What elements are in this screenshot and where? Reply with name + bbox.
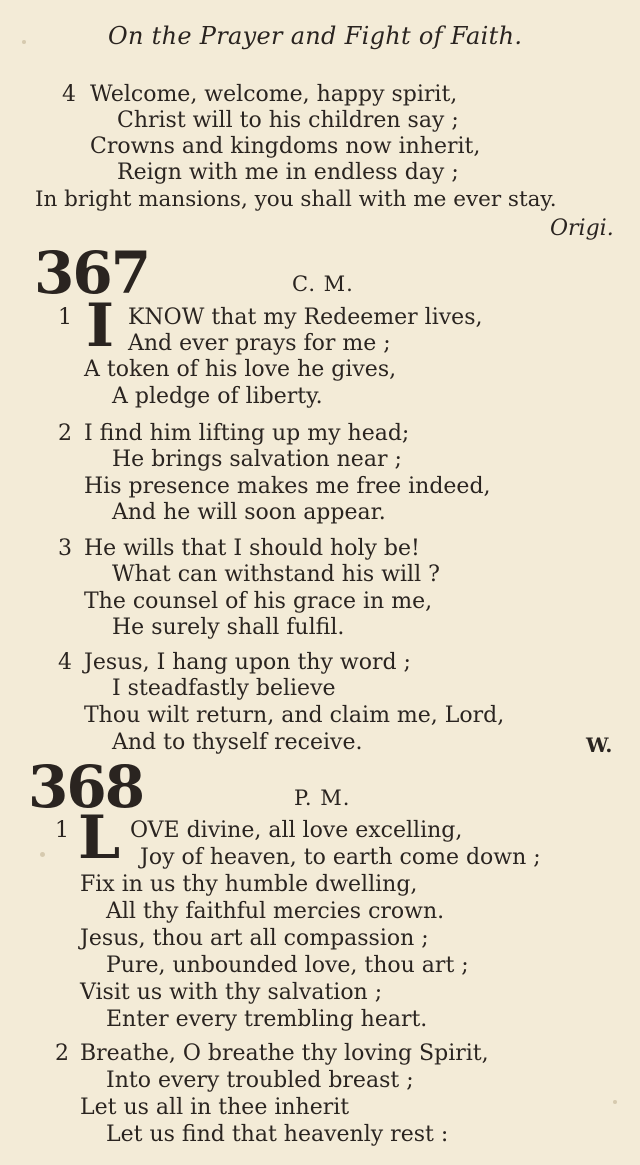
verse-line: Into every troubled breast ; — [106, 1068, 414, 1093]
verse-line: In bright mansions, you shall with me ever stay. — [35, 187, 557, 212]
verse-line: And ever prays for me ; — [128, 331, 391, 356]
verse-line: Thou wilt return, and claim me, Lord, — [84, 703, 505, 728]
verse-number: 2 — [58, 421, 72, 446]
verse-line: He brings salvation near ; — [112, 447, 402, 472]
author-attribution: W. — [586, 733, 613, 757]
verse-number: 4 — [58, 650, 72, 675]
verse-line: A pledge of liberty. — [112, 384, 323, 409]
verse-line: He wills that I should holy be! — [84, 536, 420, 561]
verse-line: Joy of heaven, to earth come down ; — [140, 845, 541, 870]
verse-line: Crowns and kingdoms now inherit, — [90, 134, 481, 159]
verse-number: 4 — [62, 82, 76, 107]
verse-line: I steadfastly believe — [112, 676, 336, 701]
verse-line: What can withstand his will ? — [112, 562, 440, 587]
verse-number: 1 — [55, 818, 69, 843]
verse-line: Jesus, I hang upon thy word ; — [84, 650, 411, 675]
verse-line: Jesus, thou art all compassion ; — [80, 926, 429, 951]
verse-line: Reign with me in endless day ; — [117, 160, 459, 185]
author-attribution: Origi. — [550, 216, 614, 241]
verse-line: A token of his love he gives, — [84, 357, 397, 382]
hymn-number: 367 — [34, 239, 150, 307]
running-header: On the Prayer and Fight of Faith. — [108, 22, 523, 50]
verse-number: 3 — [58, 536, 72, 561]
verse-line: Let us all in thee inherit — [80, 1095, 350, 1120]
drop-cap: L — [78, 803, 121, 873]
verse-line: I find him lifting up my head; — [84, 421, 410, 446]
verse-number: 2 — [55, 1041, 69, 1066]
verse-line: Fix in us thy humble dwelling, — [80, 872, 418, 897]
verse-line: All thy faithful mercies crown. — [106, 899, 445, 924]
paper-speck — [40, 852, 45, 857]
verse-line: Let us find that heavenly rest : — [106, 1122, 449, 1147]
paper-speck — [22, 40, 26, 44]
verse-line: OVE divine, all love excelling, — [130, 818, 463, 843]
verse-line: His presence makes me free indeed, — [84, 474, 491, 499]
verse-line: The counsel of his grace in me, — [84, 589, 433, 614]
verse-line: Enter every trembling heart. — [106, 1007, 428, 1032]
verse-line: And he will soon appear. — [112, 500, 386, 525]
verse-line: Visit us with thy salvation ; — [80, 980, 383, 1005]
hymn-meter: C. M. — [292, 272, 354, 296]
verse-line: He surely shall fulfil. — [112, 615, 345, 640]
paper-speck — [613, 1100, 617, 1104]
verse-line: Breathe, O breathe thy loving Spirit, — [80, 1041, 489, 1066]
verse-line: Christ will to his children say ; — [117, 108, 459, 133]
verse-number: 1 — [58, 305, 72, 330]
verse-line: KNOW that my Redeemer lives, — [128, 305, 483, 330]
verse-line: Pure, unbounded love, thou art ; — [106, 953, 469, 978]
hymn-number: 368 — [28, 753, 144, 821]
verse-line: And to thyself receive. — [112, 730, 363, 755]
drop-cap: I — [86, 291, 115, 361]
hymn-meter: P. M. — [294, 786, 351, 810]
verse-line: Welcome, welcome, happy spirit, — [90, 82, 458, 107]
